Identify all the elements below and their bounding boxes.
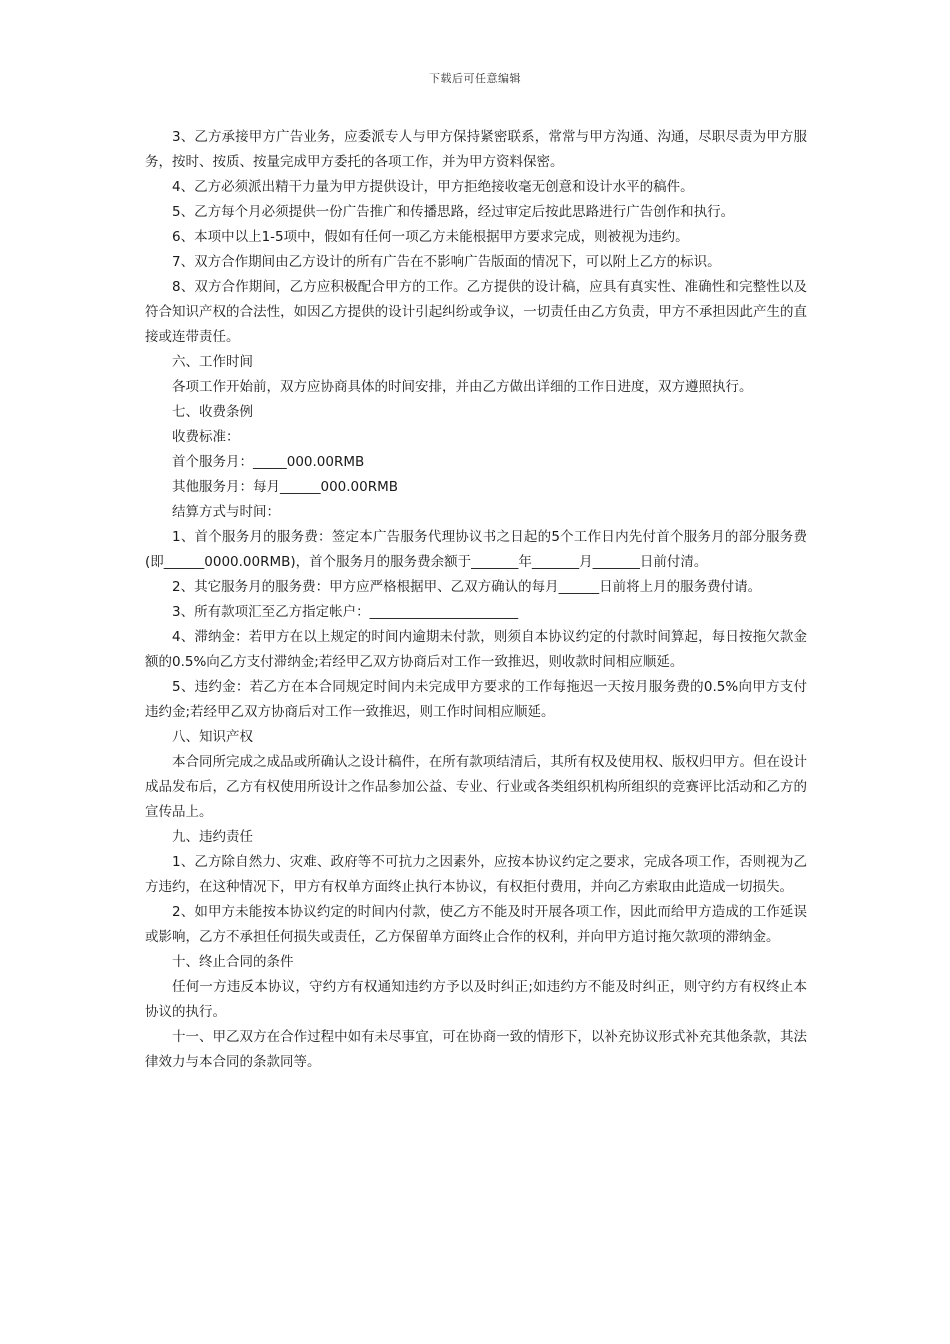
fee-line: 其他服务月：每月______000.00RMB bbox=[172, 479, 399, 495]
fee-line: 首个服务月：_____000.00RMB bbox=[172, 454, 365, 470]
clause-paragraph: 本合同所完成之成品或所确认之设计稿件，在所有款项结清后，其所有权及使用权、版权归甲方。但在设计成品发布后，乙方有权使用所设计之作品参加公益、专业、行业或各类组织机构所组织的竞赛评比活动和乙方的宣传品上。 bbox=[145, 754, 807, 820]
clause-paragraph: 2、如甲方未能按本协议约定的时间内付款，使乙方不能及时开展各项工作，因此而给甲方造成的工作延误或影响，乙方不承担任何损失或责任，乙方保留单方面终止合作的权利，并向甲方追讨拖欠款项的滞纳金。 bbox=[145, 904, 807, 945]
clause-paragraph: 7、双方合作期间由乙方设计的所有广告在不影响广告版面的情况下，可以附上乙方的标识。 bbox=[172, 254, 721, 270]
page-header: 下载后可任意编辑 bbox=[429, 72, 521, 85]
clause-paragraph: 5、乙方每个月必须提供一份广告推广和传播思路，经过审定后按此思路进行广告创作和执行。 bbox=[172, 204, 735, 220]
clause-paragraph: 2、其它服务月的服务费：甲方应严格根据甲、乙双方确认的每月______日前将上月的服务费付请。 bbox=[172, 579, 762, 595]
clause-paragraph: 收费标准： bbox=[172, 429, 240, 445]
clause-paragraph: 4、滞纳金：若甲方在以上规定的时间内逾期未付款，则须自本协议约定的付款时间算起，每日按拖欠款金额的0.5%向乙方支付滞纳金;若经甲乙双方协商后对工作一致推迟，则收款时间相应顺延。 bbox=[145, 629, 807, 670]
clause-paragraph: 任何一方违反本协议，守约方有权通知违约方予以及时纠正;如违约方不能及时纠正，则守约方有权终止本协议的执行。 bbox=[145, 979, 807, 1020]
clause-paragraph: 结算方式与时间： bbox=[172, 504, 280, 520]
clause-paragraph: 1、首个服务月的服务费：签定本广告服务代理协议书之日起的5个工作日内先付首个服务月的部分服务费(即______0000.00RMB)，首个服务月的服务费余额于_______年_______月_______日前付清。 bbox=[145, 529, 807, 570]
clause-paragraph: 各项工作开始前，双方应协商具体的时间安排，并由乙方做出详细的工作日进度，双方遵照执行。 bbox=[172, 379, 753, 395]
section-heading: 十、终止合同的条件 bbox=[172, 954, 294, 970]
clause-paragraph: 8、双方合作期间，乙方应积极配合甲方的工作。乙方提供的设计稿，应具有真实性、准确性和完整性以及符合知识产权的合法性，如因乙方提供的设计引起纠纷或争议，一切责任由乙方负责，甲方不承担因此产生的直接或连带责任。 bbox=[145, 279, 807, 345]
section-heading: 九、违约责任 bbox=[172, 829, 253, 845]
section-heading: 七、收费条例 bbox=[172, 404, 253, 420]
clause-paragraph: 3、乙方承接甲方广告业务，应委派专人与甲方保持紧密联系，常常与甲方沟通、沟通，尽职尽责为甲方服务，按时、按质、按量完成甲方委托的各项工作，并为甲方资料保密。 bbox=[145, 129, 807, 170]
clause-paragraph: 6、本项中以上1-5项中，假如有任何一项乙方未能根据甲方要求完成，则被视为违约。 bbox=[172, 229, 689, 245]
section-heading: 六、工作时间 bbox=[172, 354, 253, 370]
clause-paragraph: 1、乙方除自然力、灾难、政府等不可抗力之因素外，应按本协议约定之要求，完成各项工作，否则视为乙方违约，在这种情况下，甲方有权单方面终止执行本协议，有权拒付费用，并向乙方索取由此造成一切损失。 bbox=[145, 854, 807, 895]
clause-paragraph: 十一、甲乙双方在合作过程中如有未尽事宜，可在协商一致的情形下，以补充协议形式补充其他条款，其法律效力与本合同的条款同等。 bbox=[145, 1029, 807, 1070]
document-body bbox=[145, 125, 807, 1075]
clause-paragraph: 5、违约金：若乙方在本合同规定时间内未完成甲方要求的工作每拖迟一天按月服务费的0.5%向甲方支付违约金;若经甲乙双方协商后对工作一致推迟，则工作时间相应顺延。 bbox=[145, 679, 807, 720]
clause-paragraph: 3、所有款项汇至乙方指定帐户：______________________ bbox=[172, 604, 519, 620]
section-heading: 八、知识产权 bbox=[172, 729, 253, 745]
clause-paragraph: 4、乙方必须派出精干力量为甲方提供设计，甲方拒绝接收毫无创意和设计水平的稿件。 bbox=[172, 179, 694, 195]
